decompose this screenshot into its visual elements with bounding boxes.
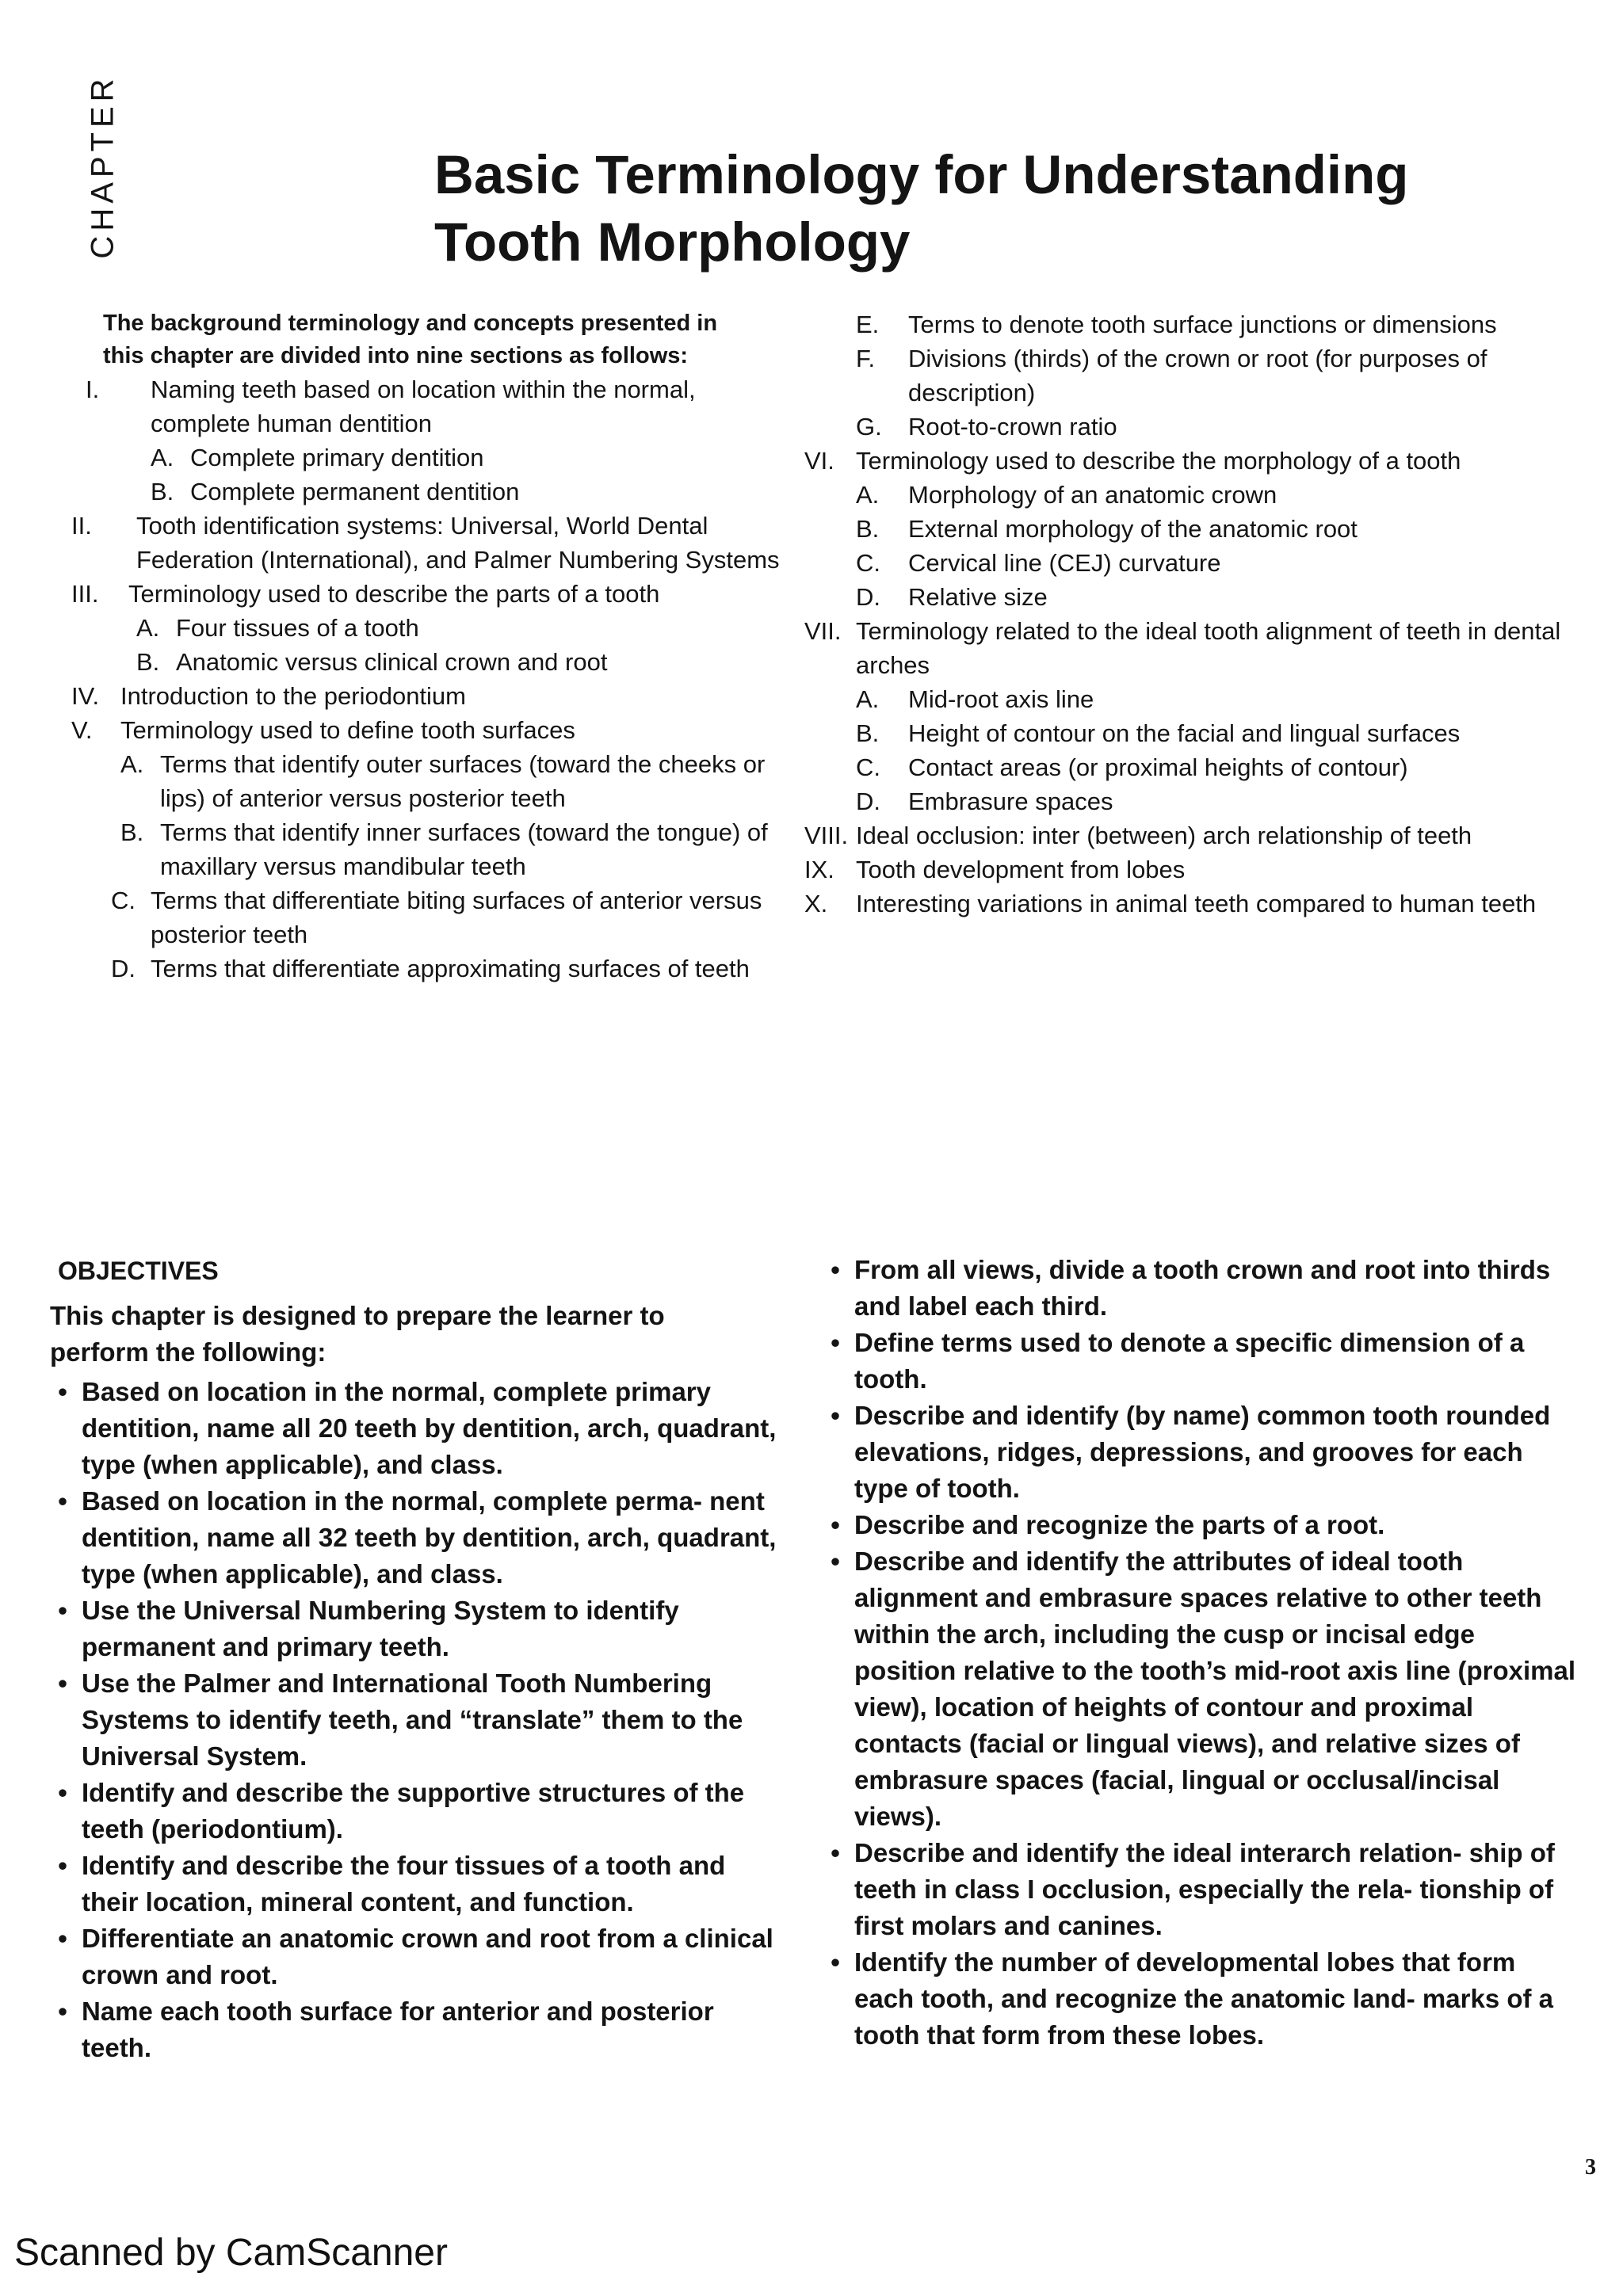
toc-item <box>804 614 1597 682</box>
toc-item-marker: B. <box>856 515 880 543</box>
bullet-icon: • <box>58 1924 67 1953</box>
toc-item <box>136 645 785 679</box>
toc-item <box>804 887 1597 921</box>
toc-item-text: Four tissues of a tooth <box>176 614 419 642</box>
intro-paragraph: The background terminology and concepts presented in this chapter are divided into nine sections as follows: <box>103 311 718 368</box>
toc-left-list <box>71 372 785 986</box>
objectives-left-list <box>44 1374 789 2066</box>
toc-item-marker: C. <box>856 753 880 781</box>
toc-item-marker: A. <box>120 750 144 778</box>
toc-item-text: Relative size <box>908 583 1048 611</box>
toc-item-text: Contact areas (or proximal heights of contour) <box>908 753 1408 781</box>
toc-item <box>120 747 785 815</box>
toc-item-marker: B. <box>856 719 880 747</box>
toc-item-marker: II. <box>71 512 92 540</box>
chapter-label <box>79 75 127 257</box>
toc-item-text: Morphology of an anatomic crown <box>908 481 1277 509</box>
toc-item-marker: VIII. <box>804 822 849 849</box>
objective-text: Describe and identify the ideal interarch relation- ship of teeth in class I occlusion, especially the rela- tionship of first molars and canines. <box>854 1838 1555 1940</box>
toc-item-text: Naming teeth based on location within the normal, complete human dentition <box>151 376 696 437</box>
page-number: 3 <box>1585 2155 1596 2180</box>
toc-item-text: Root-to-crown ratio <box>908 413 1117 441</box>
objective-item <box>44 1592 789 1665</box>
page-title-line-2: Tooth Morphology <box>434 212 911 273</box>
toc-right-list <box>804 307 1597 921</box>
page-title-line-1: Basic Terminology for Understanding <box>434 144 1409 205</box>
bullet-icon: • <box>58 1851 67 1880</box>
objective-text: Identify the number of developmental lobes that form each tooth, and recognize the anatomic land- marks of a tooth that form from these lobes. <box>854 1947 1554 2050</box>
toc-item <box>856 682 1597 716</box>
toc-item-text: Introduction to the periodontium <box>120 682 466 710</box>
toc-item <box>151 441 785 475</box>
toc-item-text: Terminology related to the ideal tooth alignment of teeth in dental arches <box>856 617 1561 679</box>
objective-text: Name each tooth surface for anterior and posterior teeth. <box>82 1997 714 2062</box>
toc-item-marker: VI. <box>804 447 834 475</box>
objective-item <box>44 1848 789 1920</box>
bullet-icon: • <box>831 1401 840 1430</box>
objective-text: Define terms used to denote a specific dimension of a tooth. <box>854 1328 1525 1394</box>
toc-item-text: Complete primary dentition <box>190 444 484 471</box>
toc-item-marker: C. <box>111 887 136 914</box>
toc-item <box>86 372 785 441</box>
toc-item-text: Terms that differentiate biting surfaces of anterior versus posterior teeth <box>151 887 762 948</box>
objective-text: Use the Palmer and International Tooth Numbering Systems to identify teeth, and “translate” them to the Universal System. <box>82 1669 743 1771</box>
toc-item-marker: B. <box>120 818 144 846</box>
page-title <box>434 141 1591 276</box>
toc-item-text: Terminology used to describe the morphology of a tooth <box>856 447 1461 475</box>
toc-item <box>856 307 1597 341</box>
objective-text: Use the Universal Numbering System to identify permanent and primary teeth. <box>82 1596 679 1661</box>
objective-item <box>816 1252 1577 1325</box>
toc-item <box>856 478 1597 512</box>
bullet-icon: • <box>831 1510 840 1539</box>
toc-item <box>804 444 1597 478</box>
toc-item <box>71 509 785 577</box>
objective-item <box>44 1775 789 1848</box>
toc-item-text: Interesting variations in animal teeth compared to human teeth <box>856 890 1537 917</box>
toc-item <box>804 818 1597 852</box>
objective-text: Based on location in the normal, complete primary dentition, name all 20 teeth by dentition, arch, quadrant, type (when applicable), and class. <box>82 1377 777 1479</box>
toc-item <box>71 713 785 747</box>
objective-text: Describe and identify (by name) common tooth rounded elevations, ridges, depressions, and grooves for each type of tooth. <box>854 1401 1551 1503</box>
chapter-label-text: CHAPTER <box>85 74 120 259</box>
objectives-left-column <box>44 1252 789 2066</box>
toc-item-text: Divisions (thirds) of the crown or root (for purposes of description) <box>908 345 1487 406</box>
toc-item-text: Tooth development from lobes <box>856 856 1186 883</box>
toc-item-marker: IX. <box>804 856 834 883</box>
toc-item <box>111 952 785 986</box>
toc-item-text: Terms that identify outer surfaces (toward the cheeks or lips) of anterior versus posterior teeth <box>160 750 766 812</box>
toc-item-text: Anatomic versus clinical crown and root <box>176 648 608 676</box>
toc-item-text: External morphology of the anatomic root <box>908 515 1358 543</box>
toc-item-marker: V. <box>71 716 93 744</box>
objective-item <box>816 1325 1577 1398</box>
objective-item <box>816 1944 1577 2054</box>
toc-right-column <box>804 307 1597 921</box>
toc-item-marker: D. <box>856 583 880 611</box>
toc-item-marker: A. <box>136 614 160 642</box>
toc-item <box>111 883 785 952</box>
toc-item <box>856 580 1597 614</box>
toc-item <box>856 410 1597 444</box>
toc-item-marker: B. <box>151 478 174 505</box>
objectives-heading: OBJECTIVES <box>58 1257 219 1285</box>
objective-item <box>816 1507 1577 1543</box>
toc-item-text: Cervical line (CEJ) curvature <box>908 549 1221 577</box>
toc-item-marker: I. <box>86 376 100 403</box>
objective-text: Based on location in the normal, complete perma- nent dentition, name all 32 teeth by dentition, arch, quadrant, type (when applicable), and class. <box>82 1486 777 1589</box>
toc-item-text: Terms to denote tooth surface junctions or dimensions <box>908 311 1497 338</box>
toc-item-marker: III. <box>71 580 99 608</box>
bullet-icon: • <box>58 1377 67 1406</box>
toc-item <box>120 815 785 883</box>
objective-text: Describe and recognize the parts of a root. <box>854 1510 1385 1539</box>
toc-item <box>136 611 785 645</box>
toc-item-text: Ideal occlusion: inter (between) arch relationship of teeth <box>856 822 1472 849</box>
toc-item <box>804 852 1597 887</box>
objective-text: Differentiate an anatomic crown and root from a clinical crown and root. <box>82 1924 773 1989</box>
toc-item-marker: B. <box>136 648 160 676</box>
objective-item <box>816 1398 1577 1507</box>
bullet-icon: • <box>831 1328 840 1357</box>
objectives-right-column <box>816 1252 1577 2054</box>
toc-item-text: Terms that identify inner surfaces (toward the tongue) of maxillary versus mandibular teeth <box>160 818 768 880</box>
toc-item-text: Tooth identification systems: Universal, World Dental Federation (International), and Palmer Numbering Systems <box>136 512 780 574</box>
bullet-icon: • <box>831 1547 840 1576</box>
objective-item <box>44 1483 789 1592</box>
toc-item-text: Mid-root axis line <box>908 685 1094 713</box>
objective-item <box>816 1835 1577 1944</box>
toc-item-text: Terminology used to define tooth surfaces <box>120 716 575 744</box>
bullet-icon: • <box>58 1778 67 1807</box>
toc-item-marker: D. <box>111 955 136 982</box>
toc-item-marker: G. <box>856 413 882 441</box>
toc-left-column <box>71 307 785 986</box>
toc-item-text: Embrasure spaces <box>908 788 1113 815</box>
objective-item <box>44 1374 789 1483</box>
toc-item-text: Height of contour on the facial and lingual surfaces <box>908 719 1461 747</box>
objective-item <box>44 1665 789 1775</box>
toc-item <box>71 679 785 713</box>
toc-item-marker: A. <box>856 685 880 713</box>
objective-item <box>44 1993 789 2066</box>
objective-item <box>44 1920 789 1993</box>
toc-item <box>71 577 785 611</box>
toc-item <box>856 546 1597 580</box>
objective-text: Describe and identify the attributes of ideal tooth alignment and embrasure spaces relative to other teeth within the arch, including the cusp or incisal edge position relative to the tooth’s mid-root axis line (proximal view), location of heights of contour and proximal contacts (facial or lingual views), and relative sizes of embrasure spaces (facial, lingual or occlusal/incisal views). <box>854 1547 1576 1831</box>
toc-item-marker: IV. <box>71 682 100 710</box>
scanner-watermark: Scanned by CamScanner <box>14 2232 448 2274</box>
toc-item-marker: A. <box>151 444 174 471</box>
bullet-icon: • <box>831 1255 840 1284</box>
toc-item-marker: D. <box>856 788 880 815</box>
bullet-icon: • <box>831 1838 840 1867</box>
toc-item <box>856 784 1597 818</box>
toc-item-text: Terminology used to describe the parts of a tooth <box>128 580 660 608</box>
bullet-icon: • <box>831 1947 840 1977</box>
objective-text: Identify and describe the supportive structures of the teeth (periodontium). <box>82 1778 745 1844</box>
toc-item <box>856 750 1597 784</box>
toc-item-marker: VII. <box>804 617 842 645</box>
toc-item-marker: C. <box>856 549 880 577</box>
toc-item <box>151 475 785 509</box>
bullet-icon: • <box>58 1669 67 1698</box>
toc-item-marker: X. <box>804 890 828 917</box>
objectives-right-list <box>816 1252 1577 2054</box>
objectives-intro: This chapter is designed to prepare the learner to perform the following: <box>50 1301 665 1367</box>
toc-item-text: Terms that differentiate approximating surfaces of teeth <box>151 955 750 982</box>
toc-item <box>856 512 1597 546</box>
objective-text: From all views, divide a tooth crown and root into thirds and label each third. <box>854 1255 1551 1321</box>
toc-item-text: Complete permanent dentition <box>190 478 520 505</box>
bullet-icon: • <box>58 1596 67 1625</box>
bullet-icon: • <box>58 1486 67 1516</box>
toc-item-marker: F. <box>856 345 876 372</box>
toc-item-marker: A. <box>856 481 880 509</box>
toc-item <box>856 716 1597 750</box>
toc-item <box>856 341 1597 410</box>
bullet-icon: • <box>58 1997 67 2026</box>
objective-text: Identify and describe the four tissues of a tooth and their location, mineral content, and function. <box>82 1851 726 1917</box>
objective-item <box>816 1543 1577 1835</box>
toc-item-marker: E. <box>856 311 880 338</box>
